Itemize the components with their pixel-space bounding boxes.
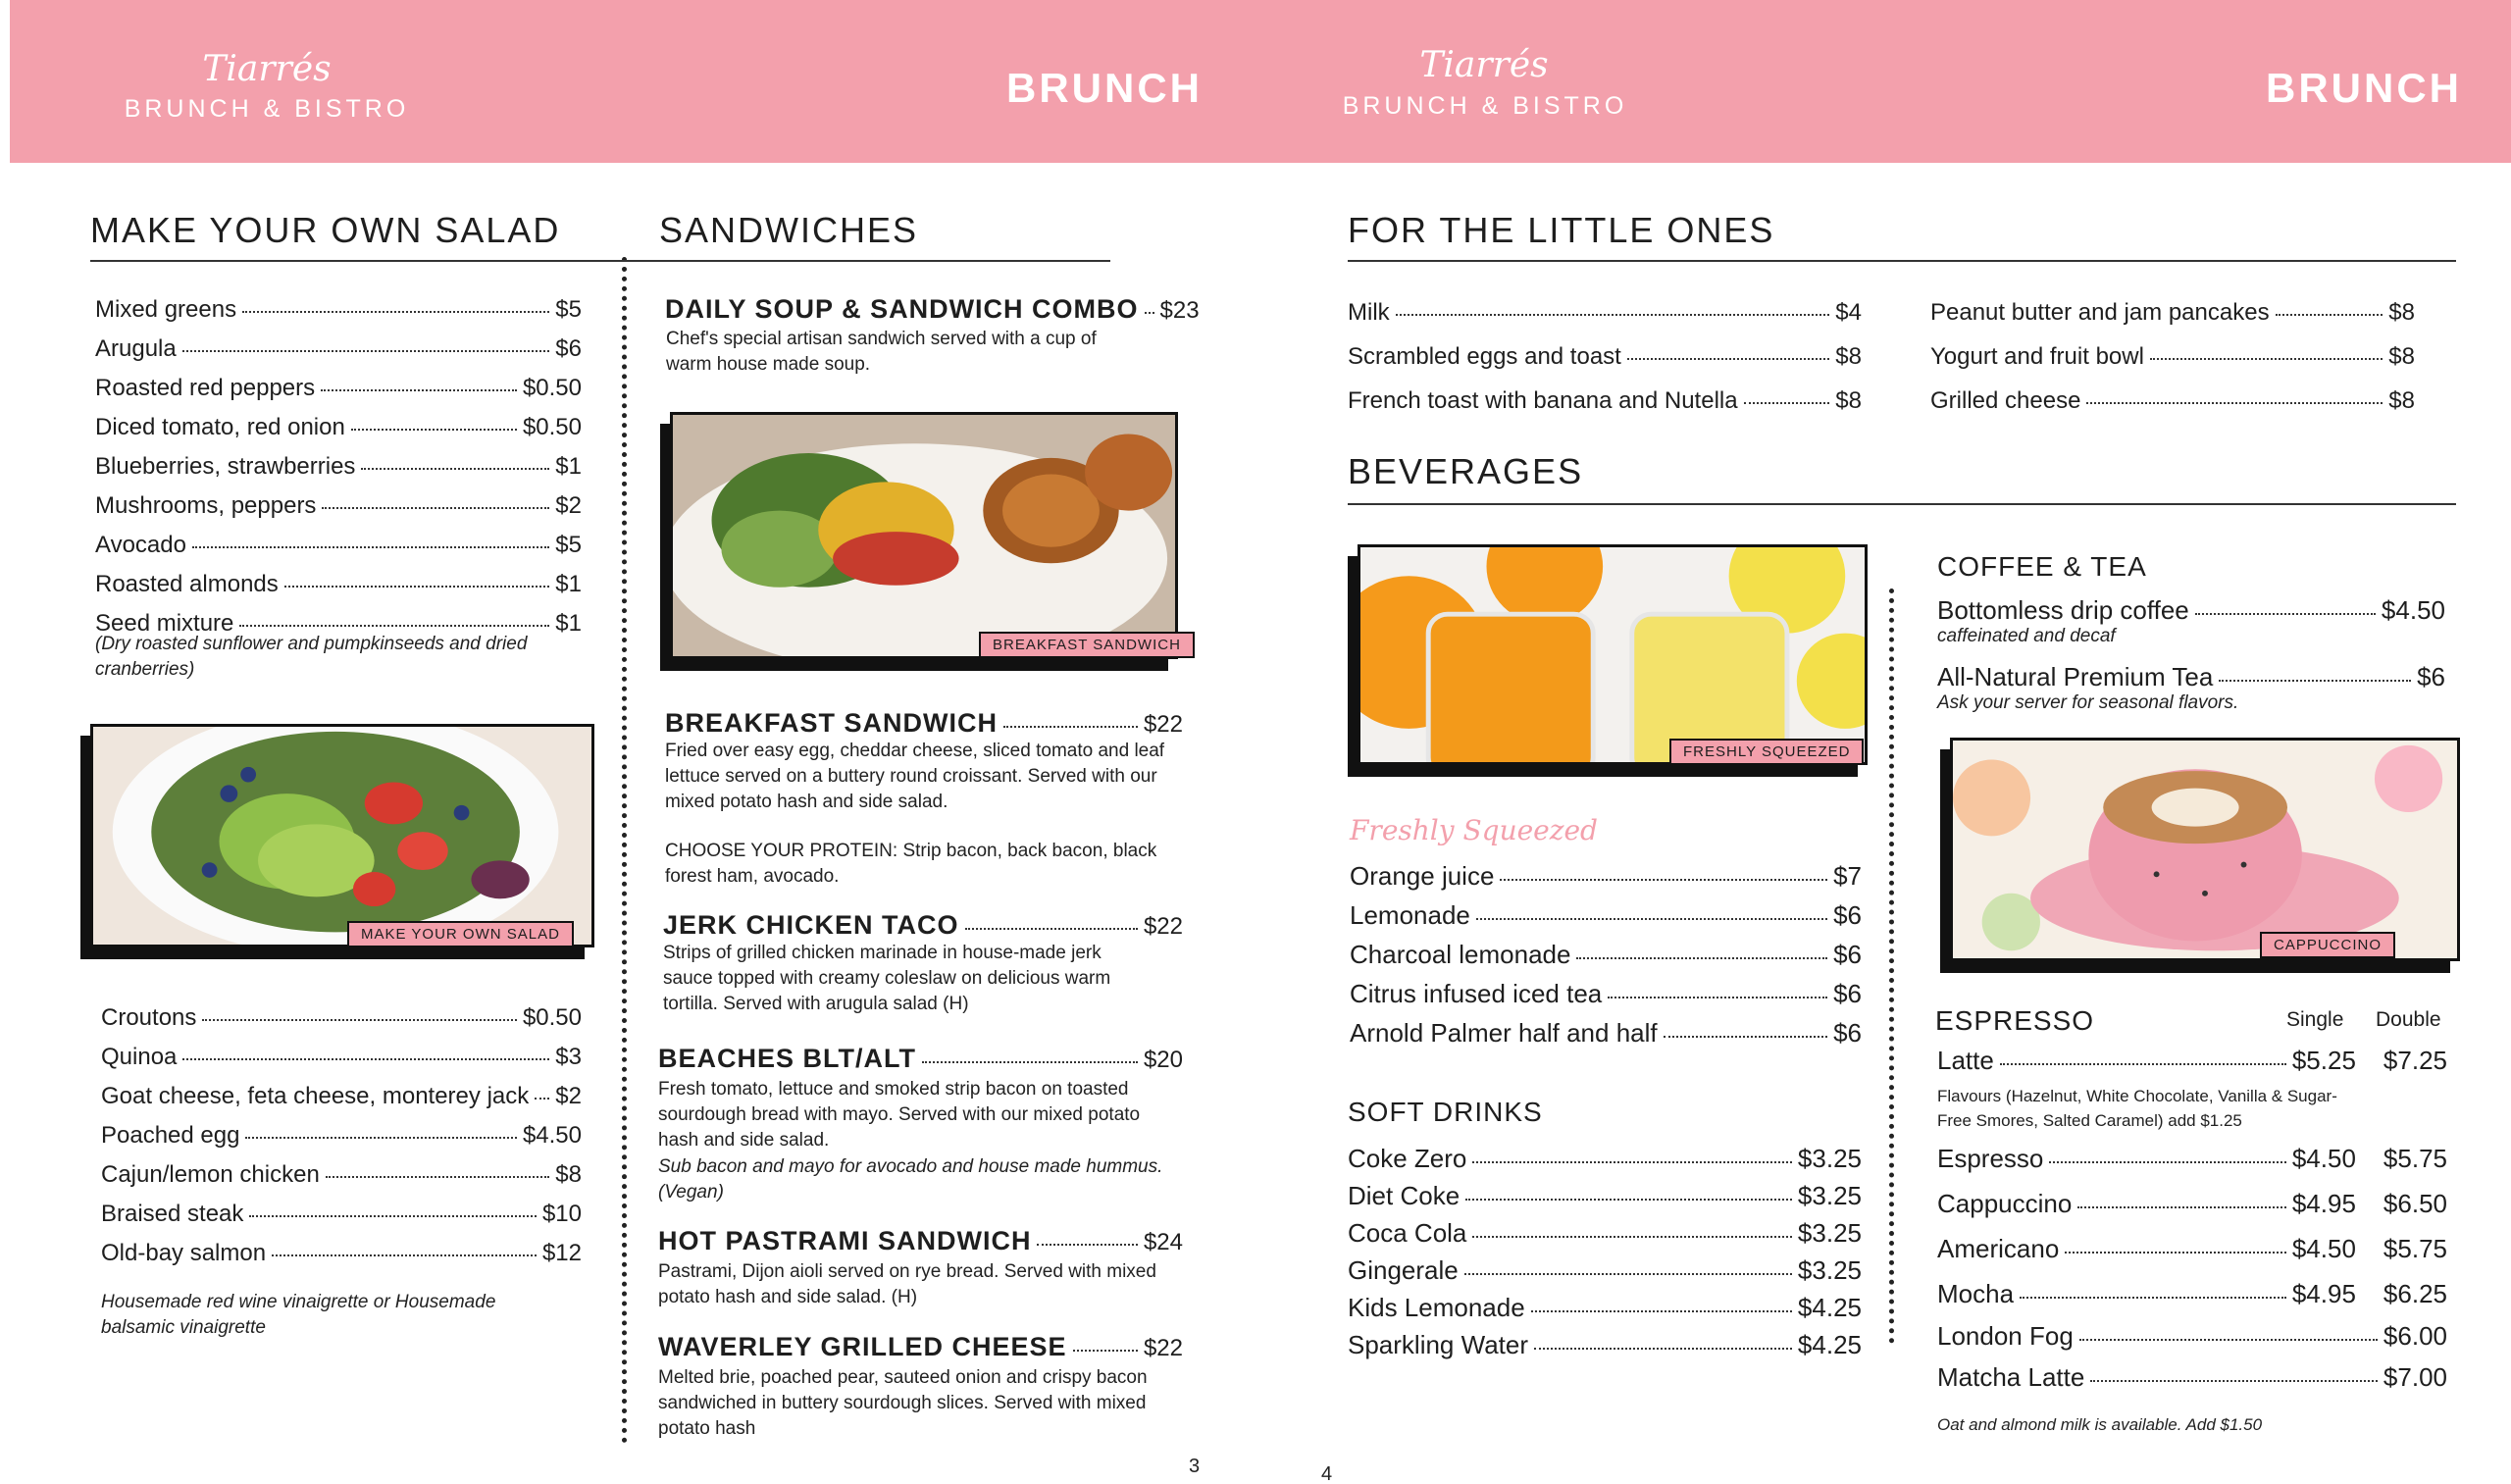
espresso-item-single: $4.95 <box>2291 1189 2356 1218</box>
salad-item-price: $1 <box>555 610 582 637</box>
leader-dots <box>2049 1161 2285 1163</box>
latte-item <box>1937 1046 2447 1076</box>
leader-dots <box>2086 402 2383 404</box>
leader-dots <box>922 1061 1138 1063</box>
espresso-item-single: $4.95 <box>2291 1279 2356 1308</box>
kids-item-price: $4 <box>1835 299 1862 326</box>
salad-item <box>95 453 582 481</box>
espresso-item <box>1937 1234 2447 1264</box>
salad-item-price: $5 <box>555 532 582 558</box>
salad-item-name: Arugula <box>95 335 177 362</box>
leader-dots <box>1476 918 1827 920</box>
salad-photo-label: MAKE YOUR OWN SALAD <box>347 921 574 947</box>
leader-dots <box>2090 1380 2378 1382</box>
matcha-latte-item <box>1937 1362 2447 1393</box>
cappuccino-image <box>1953 741 2457 958</box>
waverley-desc: Melted brie, poached pear, sauteed onion and crispy bacon sandwiched in buttery sourdough slices. Served with mixed potato hash <box>658 1367 1148 1439</box>
salad-item-name: Diced tomato, red onion <box>95 414 345 440</box>
leader-dots <box>1608 997 1827 998</box>
salad-item <box>95 375 582 402</box>
juice-item <box>1350 940 1862 970</box>
logo-subtitle-right: BRUNCH & BISTRO <box>1342 92 1628 120</box>
leader-dots <box>192 546 549 548</box>
soft-drink-item-name: Coca Cola <box>1348 1218 1467 1248</box>
soft-drink-item <box>1348 1330 1862 1360</box>
juice-item-price: $6 <box>1833 1018 1862 1048</box>
drip-coffee-name: Bottomless drip coffee <box>1937 595 2189 625</box>
leader-dots <box>1003 726 1138 728</box>
latte-name: Latte <box>1937 1046 1994 1075</box>
leader-dots <box>1464 1273 1792 1275</box>
waverley-item <box>658 1332 1183 1362</box>
brunch-title-left: BRUNCH <box>1006 65 1203 111</box>
salad-topping <box>101 1122 582 1150</box>
juice-item-price: $6 <box>1833 940 1862 969</box>
juice-item <box>1350 1018 1862 1049</box>
soft-drink-item <box>1348 1255 1862 1286</box>
salad-topping-price: $3 <box>555 1044 582 1070</box>
leader-dots <box>535 1098 549 1100</box>
salad-topping-price: $4.50 <box>522 1122 582 1149</box>
espresso-item-single: $4.50 <box>2291 1234 2356 1263</box>
jerk-desc: Strips of grilled chicken marinade in house-made jerk sauce topped with creamy coleslaw on delicious warm tortilla. Served with arugula salad (H) <box>663 943 1111 1014</box>
salad-topping-name: Croutons <box>101 1004 197 1031</box>
milk-note: Oat and almond milk is available. Add $1.50 <box>1937 1415 2263 1434</box>
juice-item-name: Charcoal lemonade <box>1350 940 1571 969</box>
salad-topping-name: Quinoa <box>101 1044 178 1070</box>
leader-dots <box>2219 680 2411 682</box>
blt-name: BEACHES BLT/ALT <box>658 1044 916 1073</box>
pastrami-desc: Pastrami, Dijon aioli served on rye bread. Served with mixed potato hash and side salad. (H) <box>658 1261 1156 1307</box>
left-page-divider <box>622 257 627 1444</box>
leader-dots <box>1472 1236 1792 1238</box>
kids-item-price: $8 <box>2388 387 2415 414</box>
leader-dots <box>326 1176 550 1178</box>
leader-dots <box>1744 402 1830 404</box>
leader-dots <box>1531 1310 1792 1312</box>
salad-item-name: Blueberries, strawberries <box>95 453 356 480</box>
beverages-section-title: BEVERAGES <box>1348 451 1584 491</box>
leader-dots <box>1396 314 1830 316</box>
leader-dots <box>2079 1339 2378 1341</box>
flavours-note: Flavours (Hazelnut, White Chocolate, Vanilla & Sugar-Free Smores, Salted Caramel) add $1.25 <box>1937 1087 2337 1130</box>
tea-note: Ask your server for seasonal flavors. <box>1937 692 2239 713</box>
brunch-title-right: BRUNCH <box>2266 65 2462 111</box>
salad-topping <box>101 1161 582 1189</box>
waverley-price: $22 <box>1143 1335 1183 1361</box>
sandwiches-section-title: SANDWICHES <box>659 210 919 250</box>
salad-item-price: $1 <box>555 453 582 480</box>
leader-dots <box>2065 1252 2286 1254</box>
juice-item-name: Citrus infused iced tea <box>1350 979 1603 1008</box>
breakfast-desc: Fried over easy egg, cheddar cheese, sliced tomato and leaf lettuce served on a buttery round croissant. Served with our mixed potato hash and side salad. <box>665 741 1165 812</box>
cappuccino-photo <box>1950 738 2460 961</box>
breakfast-item <box>665 708 1183 739</box>
salad-topping-name: Poached egg <box>101 1122 240 1149</box>
kids-item-name: Yogurt and fruit bowl <box>1930 343 2144 370</box>
espresso-item-name: Cappuccino <box>1937 1189 2073 1218</box>
tea-item <box>1937 662 2445 692</box>
leader-dots <box>1472 1161 1792 1163</box>
espresso-title: ESPRESSO <box>1935 1005 2095 1036</box>
pastrami-price: $24 <box>1143 1229 1183 1255</box>
espresso-item-double: $5.75 <box>2383 1234 2447 1263</box>
leader-dots <box>322 507 549 509</box>
salad-topping-price: $12 <box>541 1240 582 1266</box>
logo-script-left: Tiarrés <box>202 49 332 89</box>
soft-drink-item-price: $3.25 <box>1797 1144 1862 1173</box>
salad-photo <box>90 724 594 947</box>
juice-image <box>1360 547 1865 762</box>
double-column-header: Double <box>2376 1008 2441 1031</box>
espresso-item <box>1937 1189 2447 1219</box>
soft-drink-item-price: $3.25 <box>1797 1255 1862 1285</box>
leader-dots <box>1664 1036 1827 1038</box>
soft-drink-item-name: Gingerale <box>1348 1255 1459 1285</box>
blt-item <box>658 1044 1183 1074</box>
salad-item <box>95 414 582 441</box>
combo-price: $23 <box>1159 297 1200 324</box>
juice-item <box>1350 861 1862 892</box>
freshly-squeezed-title: Freshly Squeezed <box>1350 814 1598 846</box>
salad-topping-name: Cajun/lemon chicken <box>101 1161 320 1188</box>
seed-mixture-note: (Dry roasted sunflower and pumpkinseeds and dried cranberries) <box>95 634 528 680</box>
salad-item-price: $6 <box>555 335 582 362</box>
soft-drink-item-price: $4.25 <box>1797 1293 1862 1322</box>
waverley-name: WAVERLEY GRILLED CHEESE <box>658 1332 1067 1361</box>
kids-item-price: $8 <box>2388 343 2415 370</box>
leader-dots <box>1576 957 1827 959</box>
top-rule-right <box>1348 260 2456 262</box>
juice-item-name: Lemonade <box>1350 900 1470 930</box>
leader-dots <box>321 389 517 391</box>
salad-item-name: Roasted almonds <box>95 571 279 597</box>
kids-item-name: Peanut butter and jam pancakes <box>1930 299 2270 326</box>
leader-dots <box>351 429 517 431</box>
leader-dots <box>1534 1348 1792 1350</box>
leader-dots <box>2150 358 2383 360</box>
blt-price: $20 <box>1143 1047 1183 1073</box>
soft-drink-item-name: Coke Zero <box>1348 1144 1467 1173</box>
salad-item-price: $0.50 <box>522 414 582 440</box>
salad-item <box>95 296 582 324</box>
jerk-item <box>663 910 1183 941</box>
salad-image <box>93 727 591 945</box>
juice-item-name: Arnold Palmer half and half <box>1350 1018 1658 1048</box>
salad-topping-price: $8 <box>555 1161 582 1188</box>
juice-item <box>1350 979 1862 1009</box>
leader-dots <box>245 1137 516 1139</box>
soft-drink-item-name: Diet Coke <box>1348 1181 1460 1210</box>
salad-item-price: $0.50 <box>522 375 582 401</box>
juice-photo-label: FRESHLY SQUEEZED <box>1669 739 1864 765</box>
salad-item-name: Avocado <box>95 532 186 558</box>
matcha-latte-name: Matcha Latte <box>1937 1362 2085 1392</box>
leader-dots <box>284 586 550 588</box>
leader-dots <box>1465 1199 1792 1201</box>
leader-dots <box>272 1254 537 1256</box>
salad-item-name: Roasted red peppers <box>95 375 316 401</box>
coffee-tea-title: COFFEE & TEA <box>1937 551 2147 582</box>
leader-dots <box>249 1215 537 1217</box>
tea-price: $6 <box>2417 662 2445 691</box>
top-rule-left <box>90 260 1110 262</box>
kids-item <box>1348 387 1862 415</box>
london-fog-price: $6.00 <box>2383 1321 2447 1351</box>
jerk-price: $22 <box>1143 913 1183 940</box>
leader-dots <box>1073 1350 1138 1352</box>
soft-drink-item-name: Sparkling Water <box>1348 1330 1528 1359</box>
leader-dots <box>242 311 549 313</box>
pastrami-item <box>658 1226 1183 1256</box>
salad-item-name: Mushrooms, peppers <box>95 492 317 519</box>
jerk-name: JERK CHICKEN TACO <box>663 910 959 940</box>
juice-item-price: $7 <box>1833 861 1862 891</box>
leader-dots <box>2195 613 2376 615</box>
kids-item-price: $8 <box>2388 299 2415 326</box>
leader-dots <box>2077 1206 2286 1208</box>
salad-topping <box>101 1083 582 1110</box>
drip-coffee-item <box>1937 595 2445 626</box>
leader-dots <box>2276 314 2383 316</box>
espresso-item-double: $6.50 <box>2383 1189 2447 1218</box>
salad-item <box>95 335 582 363</box>
kids-item-name: Grilled cheese <box>1930 387 2081 414</box>
blt-vegan-note: Sub bacon and mayo for avocado and house made hummus. (Vegan) <box>658 1156 1163 1203</box>
juice-item <box>1350 900 1862 931</box>
drip-coffee-note: caffeinated and decaf <box>1937 626 2116 646</box>
right-page-divider <box>1889 588 1894 1344</box>
leader-dots <box>1627 358 1829 360</box>
breakfast-sandwich-image <box>673 415 1175 656</box>
espresso-item-name: Espresso <box>1937 1144 2044 1173</box>
single-column-header: Single <box>2286 1008 2344 1031</box>
salad-topping <box>101 1240 582 1267</box>
soft-drink-item <box>1348 1293 1862 1323</box>
beverages-rule <box>1348 503 2456 505</box>
juice-photo <box>1358 544 1868 765</box>
espresso-item-double: $5.75 <box>2383 1144 2447 1173</box>
leader-dots <box>182 1058 549 1060</box>
kids-item-name: French toast with banana and Nutella <box>1348 387 1738 414</box>
espresso-item-name: Americano <box>1937 1234 2060 1263</box>
kids-item-name: Milk <box>1348 299 1390 326</box>
leader-dots <box>1500 879 1827 881</box>
soft-drink-item <box>1348 1181 1862 1211</box>
soft-drink-item-price: $3.25 <box>1797 1218 1862 1248</box>
soft-drink-item <box>1348 1144 1862 1174</box>
espresso-item-double: $6.25 <box>2383 1279 2447 1308</box>
latte-single: $5.25 <box>2291 1046 2356 1075</box>
salad-topping <box>101 1201 582 1228</box>
salad-item <box>95 571 582 598</box>
salad-item-name: Mixed greens <box>95 296 237 323</box>
salad-item-price: $5 <box>555 296 582 323</box>
espresso-item-name: Mocha <box>1937 1279 2015 1308</box>
salad-item-name: Seed mixture <box>95 610 234 637</box>
logo-script-right: Tiarrés <box>1419 45 1549 85</box>
kids-item-price: $8 <box>1835 387 1862 414</box>
salad-topping <box>101 1044 582 1071</box>
soft-drink-item-name: Kids Lemonade <box>1348 1293 1525 1322</box>
kids-item <box>1348 343 1862 371</box>
cappuccino-photo-label: CAPPUCCINO <box>2260 932 2395 958</box>
salad-item-price: $1 <box>555 571 582 597</box>
leader-dots <box>239 625 549 627</box>
combo-desc: Chef's special artisan sandwich served with a cup of warm house made soup. <box>666 329 1097 375</box>
salad-topping-name: Braised steak <box>101 1201 244 1227</box>
drip-coffee-price: $4.50 <box>2381 595 2445 625</box>
london-fog-item <box>1937 1321 2447 1352</box>
salad-topping-price: $2 <box>555 1083 582 1109</box>
leader-dots <box>2020 1297 2286 1299</box>
london-fog-name: London Fog <box>1937 1321 2074 1351</box>
espresso-item <box>1937 1144 2447 1174</box>
juice-item-price: $6 <box>1833 979 1862 1008</box>
little-ones-section-title: FOR THE LITTLE ONES <box>1348 210 1775 250</box>
leader-dots <box>1145 312 1154 314</box>
salad-topping-price: $10 <box>541 1201 582 1227</box>
salad-section-title: MAKE YOUR OWN SALAD <box>90 210 561 250</box>
breakfast-photo-label: BREAKFAST SANDWICH <box>979 632 1195 658</box>
logo-subtitle-left: BRUNCH & BISTRO <box>124 95 410 123</box>
salad-topping <box>101 1004 582 1032</box>
soft-drinks-title: SOFT DRINKS <box>1348 1097 1543 1127</box>
leader-dots <box>182 350 550 352</box>
leader-dots <box>202 1019 517 1021</box>
kids-item <box>1930 343 2415 371</box>
juice-item-price: $6 <box>1833 900 1862 930</box>
combo-name: DAILY SOUP & SANDWICH COMBO <box>665 294 1139 324</box>
leader-dots <box>361 468 549 470</box>
salad-item <box>95 492 582 520</box>
leader-dots <box>2000 1063 2286 1065</box>
pastrami-name: HOT PASTRAMI SANDWICH <box>658 1226 1032 1255</box>
tea-name: All-Natural Premium Tea <box>1937 662 2214 691</box>
kids-item <box>1348 299 1862 327</box>
blt-desc: Fresh tomato, lettuce and smoked strip bacon on toasted sourdough bread with mayo. Served with our mixed potato hash and side salad. <box>658 1079 1141 1151</box>
kids-item <box>1930 387 2415 415</box>
leader-dots <box>1037 1244 1137 1246</box>
salad-topping-name: Old-bay salmon <box>101 1240 267 1266</box>
page-number-left: 3 <box>1189 1456 1201 1477</box>
page-number-right: 4 <box>1321 1463 1333 1484</box>
breakfast-name: BREAKFAST SANDWICH <box>665 708 998 738</box>
juice-item-name: Orange juice <box>1350 861 1495 891</box>
salad-item-price: $2 <box>555 492 582 519</box>
salad-topping-name: Goat cheese, feta cheese, monterey jack <box>101 1083 530 1109</box>
breakfast-sandwich-photo <box>670 412 1178 659</box>
leader-dots <box>965 928 1138 930</box>
soft-drink-item-price: $4.25 <box>1797 1330 1862 1359</box>
latte-double: $7.25 <box>2383 1046 2447 1075</box>
kids-item-price: $8 <box>1835 343 1862 370</box>
breakfast-price: $22 <box>1143 711 1183 738</box>
combo-item <box>665 294 1200 325</box>
salad-item <box>95 532 582 559</box>
soft-drink-item <box>1348 1218 1862 1249</box>
dressing-note: Housemade red wine vinaigrette or Housemade balsamic vinaigrette <box>101 1292 496 1338</box>
matcha-latte-price: $7.00 <box>2383 1362 2447 1392</box>
breakfast-protein: CHOOSE YOUR PROTEIN: Strip bacon, back bacon, black forest ham, avocado. <box>665 841 1157 887</box>
kids-item-name: Scrambled eggs and toast <box>1348 343 1621 370</box>
kids-item <box>1930 299 2415 327</box>
espresso-item-single: $4.50 <box>2291 1144 2356 1173</box>
espresso-item <box>1937 1279 2447 1309</box>
salad-topping-price: $0.50 <box>522 1004 582 1031</box>
soft-drink-item-price: $3.25 <box>1797 1181 1862 1210</box>
